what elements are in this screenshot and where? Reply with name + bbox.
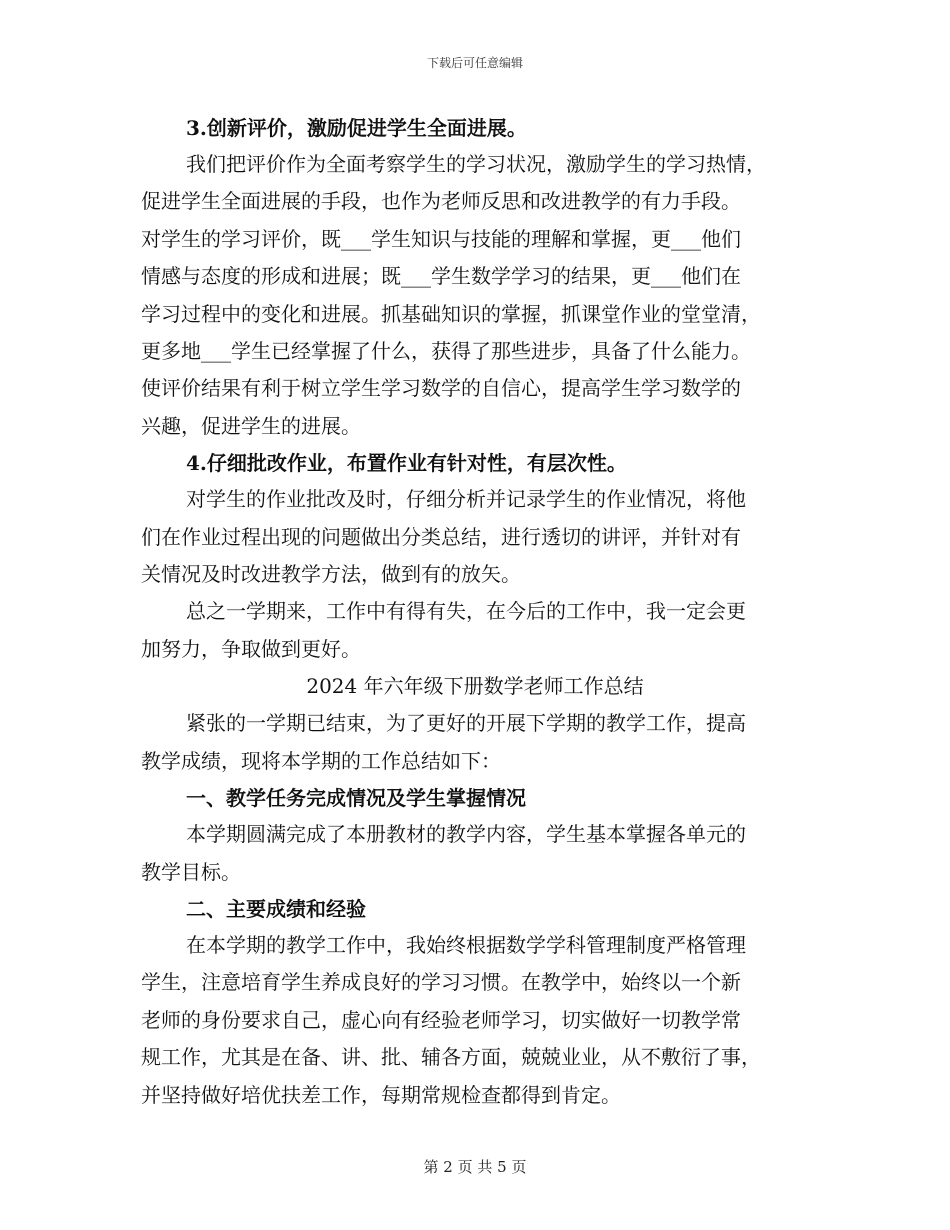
page-header-note: 下载后可任意编辑 [426, 56, 523, 70]
paragraph-line: 紧张的一学期已结束，为了更好的开展下学期的教学工作，提高 [186, 711, 746, 736]
document-body [141, 110, 809, 1114]
section-3-paragraph [141, 146, 809, 445]
intro-paragraph [141, 705, 809, 780]
paragraph-line: 学生，注意培育学生养成良好的学习习惯。在教学中，始终以一个新 [141, 970, 741, 995]
closing-paragraph [141, 593, 809, 668]
paragraph-line: 使评价结果有利于树立学生学习数学的自信心，提高学生学习数学的 [141, 376, 741, 401]
paragraph-line: 学习过程中的变化和进展。抓基础知识的掌握，抓课堂作业的堂堂清， [141, 301, 761, 326]
paragraph-line: 总之一学期来，工作中有得有失，在今后的工作中，我一定会更 [186, 599, 746, 624]
paragraph-line: 教学成绩，现将本学期的工作总结如下： [141, 748, 501, 773]
paragraph-line: 规工作，尤其是在备、讲、批、辅各方面，兢兢业业，从不敷衍了事， [141, 1045, 761, 1070]
paragraph-line: 并坚持做好培优扶差工作，每期常规检查都得到肯定。 [141, 1082, 621, 1107]
section-4-paragraph [141, 481, 809, 593]
part-1-paragraph [141, 816, 809, 891]
part-2-heading: 二、主要成绩和经验 [186, 896, 366, 921]
paragraph-line: 兴趣，促进学生的进展。 [141, 413, 361, 438]
paragraph-line: 们在作业过程出现的问题做出分类总结，进行透切的讲评，并针对有 [141, 524, 741, 549]
paragraph-line: 对学生的学习评价，既___学生知识与技能的理解和掌握，更___他们 [141, 226, 741, 251]
part-2-paragraph [141, 927, 809, 1114]
paragraph-line: 促进学生全面进展的手段，也作为老师反思和改进教学的有力手段。 [141, 189, 741, 214]
document-title: 2024 年六年级下册数学老师工作总结 [306, 674, 644, 699]
paragraph-line: 关情况及时改进教学方法，做到有的放矢。 [141, 562, 521, 587]
paragraph-line: 加努力，争取做到更好。 [141, 636, 361, 661]
paragraph-line: 我们把评价作为全面考察学生的学习状况，激励学生的学习热情， [186, 152, 766, 176]
part-1-heading: 一、教学任务完成情况及学生掌握情况 [186, 786, 526, 811]
paragraph-line: 情感与态度的形成和进展；既___学生数学学习的结果，更___他们在 [141, 264, 741, 289]
section-3-heading: 3.创新评价，激励促进学生全面进展。 [186, 116, 527, 140]
paragraph-line: 在本学期的教学工作中，我始终根据数学学科管理制度严格管理 [186, 932, 746, 957]
paragraph-line: 对学生的作业批改及时，仔细分析并记录学生的作业情况，将他 [186, 487, 746, 512]
page-number-footer: 第 2 页 共 5 页 [423, 1158, 527, 1176]
paragraph-line: 教学目标。 [141, 859, 241, 884]
paragraph-line: 更多地___学生已经掌握了什么，获得了那些进步，具备了什么能力。 [141, 339, 751, 364]
section-4-heading: 4.仔细批改作业，布置作业有针对性，有层次性。 [186, 451, 627, 476]
paragraph-line: 老师的身份要求自己，虚心向有经验老师学习，切实做好一切教学常 [141, 1007, 741, 1032]
paragraph-line: 本学期圆满完成了本册教材的教学内容，学生基本掌握各单元的 [186, 822, 746, 847]
